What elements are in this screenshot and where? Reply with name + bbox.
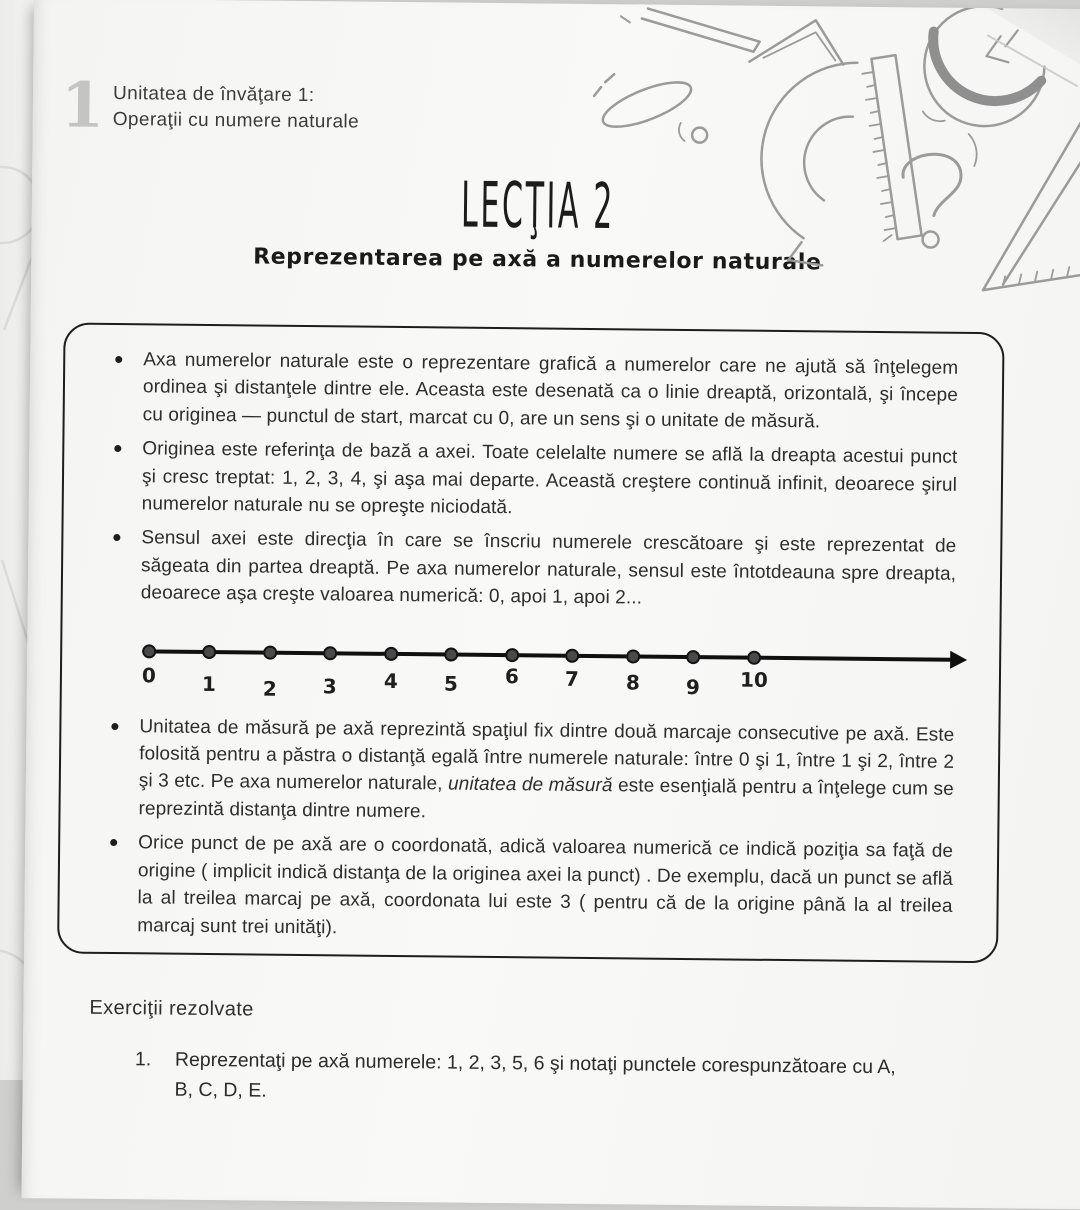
number-line-label: 9 (685, 674, 700, 699)
info-bullet-axis: Axa numerelor naturale este o reprezentare grafică a numerelor care ne ajută să înţelegem ordinea şi distanţele dintre ele. Aceasta este desenată ca o linie dreaptă, orizontală, şi începe cu originea — punctul de start, marcat cu 0, are un sens şi o unitate de măsură. (109, 346, 959, 437)
number-line-label: 1 (201, 671, 216, 696)
number-line-label: 8 (625, 670, 640, 695)
exercise-item (134, 1044, 989, 1113)
lesson-subtitle: Reprezentarea pe axă a numerelor naturale (253, 244, 822, 276)
info-bullet-unit: Unitatea de măsură pe axă reprezintă spaţiul fix dintre două marcaje consecutive pe axă. Este folosită pentru a păstra o distanţă egală între numerele naturale: între 0 şi 1, între 1 şi 2, între 2 şi 3 etc. Pe axa numerelor naturale, unitatea de măsură este esenţială pentru a înţelege cum se reprezintă distanţa dintre numere. (104, 713, 954, 832)
exercise-text-line1: Reprezentaţi pe axă numerele: 1, 2, 3, 5, 6 şi notaţi punctele corespunzătoare cu A, (174, 1048, 896, 1079)
unit-header (113, 81, 360, 136)
number-line-dot (263, 645, 277, 659)
book-page (21, 0, 1080, 1210)
exercises-heading: Exerciţii rezolvate (89, 996, 254, 1021)
number-line-dot (323, 646, 337, 660)
ruler-doodle-icon (621, 8, 760, 51)
exclamation-doodle-icon (594, 72, 708, 142)
stationery-doodles (551, 4, 1080, 310)
number-line-dot (747, 650, 761, 664)
number-line-dot (384, 646, 398, 660)
number-line-dot (626, 649, 640, 663)
unit-number: 1 (60, 68, 105, 142)
info-box (57, 322, 1005, 963)
number-line-dot (505, 648, 519, 662)
number-line-label: 5 (443, 671, 458, 696)
number-line-label: 7 (564, 666, 580, 691)
exercises-section (88, 997, 989, 1113)
info-bullet-direction: Sensul axei este direcţia în care se înscriu numerele crescătoare şi este reprezentat de săgeata din partea dreaptă. Pe axa numerelor naturale, sensul este întotdeauna spre dreapta, deoarece aşa creşte valoarea numerică: 0, apoi 1, apoi 2... (107, 524, 957, 615)
magnifier-doodle-icon (923, 5, 1045, 126)
number-line-dot (565, 648, 579, 662)
info-bullet-coordinate: Orice punct de pe axă are o coordonată, adică valoarea numerică ce indică poziţia sa faţă de origine ( implicit indică distanţa de la originea axei la punct) . De exemplu, dacă un punct se află la al treilea marcaj pe axă, coordonata lui este 3 ( pentru că de la origine până la al treilea marcaj sunt trei unităţi). (103, 829, 953, 948)
info-bullet-list-bottom (103, 713, 954, 948)
number-line-label: 2 (262, 676, 277, 701)
info-bullet-list-top (107, 346, 959, 616)
unit-header-line1: Unitatea de învăţare 1: (112, 82, 315, 107)
lesson-title: LECŢIA 2 (460, 168, 616, 245)
set-square-doodle-icon (983, 118, 1080, 291)
number-line-label: 10 (739, 667, 768, 692)
number-line-dot (444, 647, 458, 661)
number-line-arrow-icon (950, 650, 967, 668)
number-line-dot (142, 644, 156, 658)
number-line-figure (106, 621, 956, 714)
exercise-text (174, 1045, 895, 1113)
number-line-label: 3 (322, 673, 337, 698)
unit-header-line2: Operaţii cu numere naturale (112, 108, 360, 133)
info-bullet-origin: Originea este referinţa de bază a axei. Toate celelalte numere se află la dreapta acestui punct şi cresc treptat: 1, 2, 3, 4, şi aşa mai departe. Această creştere continuă infinit, deoarece şirul numerelor naturale nu se opreşte niciodată. (108, 435, 958, 526)
number-line-label: 4 (383, 668, 398, 693)
corner-bracket-doodle-icon (749, 20, 843, 65)
number-line-dot (202, 645, 216, 659)
number-line-label: 6 (504, 663, 520, 688)
exercise-number: 1. (134, 1048, 152, 1071)
number-line-dot (686, 650, 700, 664)
number-line-label: 0 (141, 662, 157, 688)
protractor-doodle-icon (760, 54, 923, 267)
exercise-text-line2: B, C, D, E. (174, 1078, 267, 1102)
